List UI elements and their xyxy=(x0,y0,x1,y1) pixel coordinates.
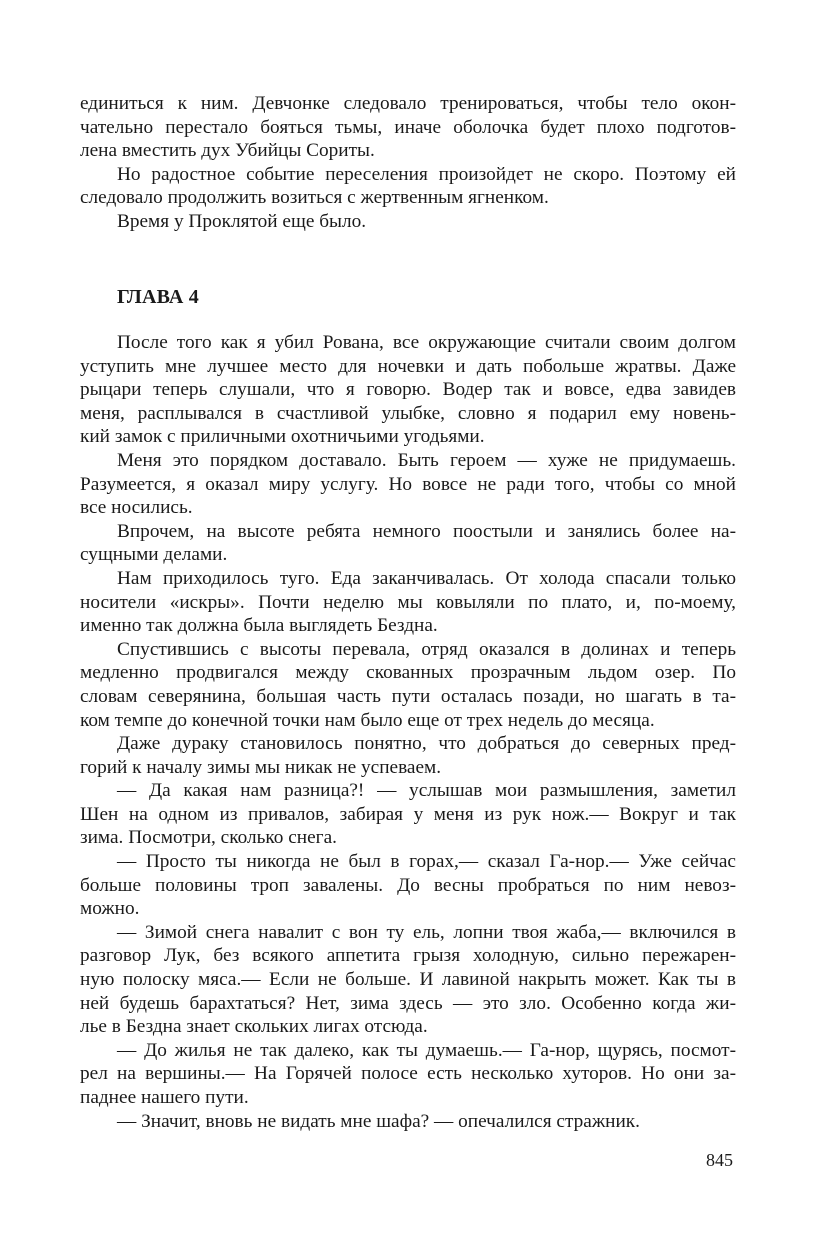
text-line: именно так должна была выглядеть Бездна. xyxy=(80,615,438,637)
text-line: Разумеется, я оказал миру услугу. Но вовсе не ради того, чтобы со мной xyxy=(80,473,736,495)
text-line: сущными делами. xyxy=(80,544,228,566)
paragraph xyxy=(80,850,736,921)
text-line: ком темпе до конечной точки нам было еще от трех недель до месяца. xyxy=(80,709,655,731)
text-line: Время у Проклятой еще было. xyxy=(117,210,367,232)
paragraph xyxy=(80,520,736,567)
text-line: уступить мне лучшее место для ночевки и дать побольше жратвы. Даже xyxy=(80,355,736,377)
text-line: Нам приходилось туго. Еда заканчивалась. От холода спасали только xyxy=(117,567,736,589)
paragraph xyxy=(80,331,736,449)
text-line: единиться к ним. Девчонке следовало тренироваться, чтобы тело окон- xyxy=(80,93,736,114)
chapter-text-block xyxy=(80,331,736,1133)
text-line: — Зимой снега навалит с вон ту ель, лопни твоя жаба,— включился в xyxy=(117,921,736,943)
text-line: рыцари теперь слушали, что я говорю. Водер так и вовсе, едва завидев xyxy=(80,379,736,401)
text-line: ней будешь барахтаться? Нет, зима здесь — это зло. Особенно когда жи- xyxy=(80,992,736,1014)
text-line: Впрочем, на высоте ребята немного поостыли и занялись более на- xyxy=(117,520,736,542)
paragraph xyxy=(80,210,736,234)
text-line: Спустившись с высоты перевала, отряд оказался в долинах и теперь xyxy=(117,638,736,660)
top-text-block xyxy=(80,92,736,234)
text-line: лье в Бездна знает скольких лигах отсюда. xyxy=(80,1016,428,1038)
text-line: Шен на одном из привалов, забирая у меня из рук нож.— Вокруг и так xyxy=(80,803,736,825)
paragraph xyxy=(80,921,736,1039)
text-line: Меня это порядком доставало. Быть героем — хуже не придумаешь. xyxy=(117,449,736,471)
text-line: разговор Лук, без всякого аппетита грызя холодную, сильно пережарен- xyxy=(80,945,736,967)
text-line: — До жилья не так далеко, как ты думаешь.— Га-нор, щурясь, посмот- xyxy=(117,1039,736,1061)
text-line: — Да какая нам разница?! — услышав мои размышления, заметил xyxy=(117,780,736,802)
text-line: Даже дураку становилось понятно, что добраться до северных пред- xyxy=(117,733,736,755)
text-line: рел на вершины.— На Горячей полосе есть несколько хуторов. Но они за- xyxy=(80,1063,736,1085)
paragraph xyxy=(80,779,736,850)
paragraph xyxy=(80,92,736,163)
paragraph xyxy=(80,567,736,638)
paragraph xyxy=(80,1110,736,1134)
text-line: ную полоску мяса.— Если не больше. И лавиной накрыть может. Как ты в xyxy=(80,969,736,991)
text-line: После того как я убил Рована, все окружающие считали своим долгом xyxy=(117,332,736,353)
paragraph xyxy=(80,732,736,779)
text-line: паднее нашего пути. xyxy=(80,1087,249,1108)
paragraph xyxy=(80,1039,736,1110)
text-line: можно. xyxy=(80,898,140,920)
chapter-heading: ГЛАВА 4 xyxy=(117,286,199,308)
paragraph xyxy=(80,449,736,520)
text-line: меня, расплывался в счастливой улыбке, словно я подарил ему новень- xyxy=(80,402,736,424)
paragraph xyxy=(80,638,736,732)
text-line: кий замок с приличными охотничьими угодьями. xyxy=(80,426,485,448)
text-line: медленно продвигался между скованных прозрачным льдом озер. По xyxy=(80,662,736,684)
text-line: все носились. xyxy=(80,497,193,519)
text-line: зима. Посмотри, сколько снега. xyxy=(80,827,337,849)
text-line: лена вместить дух Убийцы Сориты. xyxy=(80,140,375,162)
text-line: словам северянина, большая часть пути осталась позади, но шагать в та- xyxy=(80,685,736,707)
text-line: носители «искры». Почти неделю мы ковыляли по плато, и, по-моему, xyxy=(80,591,736,613)
text-line: — Значит, вновь не видать мне шафа? — опечалился стражник. xyxy=(117,1110,640,1132)
text-line: горий к началу зимы мы никак не успеваем. xyxy=(80,756,442,778)
text-line: больше половины троп завалены. До весны пробраться по ним невоз- xyxy=(80,874,736,896)
text-line: Но радостное событие переселения произойдет не скоро. Поэтому ей xyxy=(117,163,736,185)
paragraph xyxy=(80,163,736,210)
page-number: 845 xyxy=(706,1150,733,1170)
text-line: следовало продолжить возиться с жертвенным ягненком. xyxy=(80,187,549,209)
text-line: чательно перестало бояться тьмы, иначе оболочка будет плохо подготов- xyxy=(80,116,736,138)
text-line: — Просто ты никогда не был в горах,— сказал Га-нор.— Уже сейчас xyxy=(117,851,736,873)
